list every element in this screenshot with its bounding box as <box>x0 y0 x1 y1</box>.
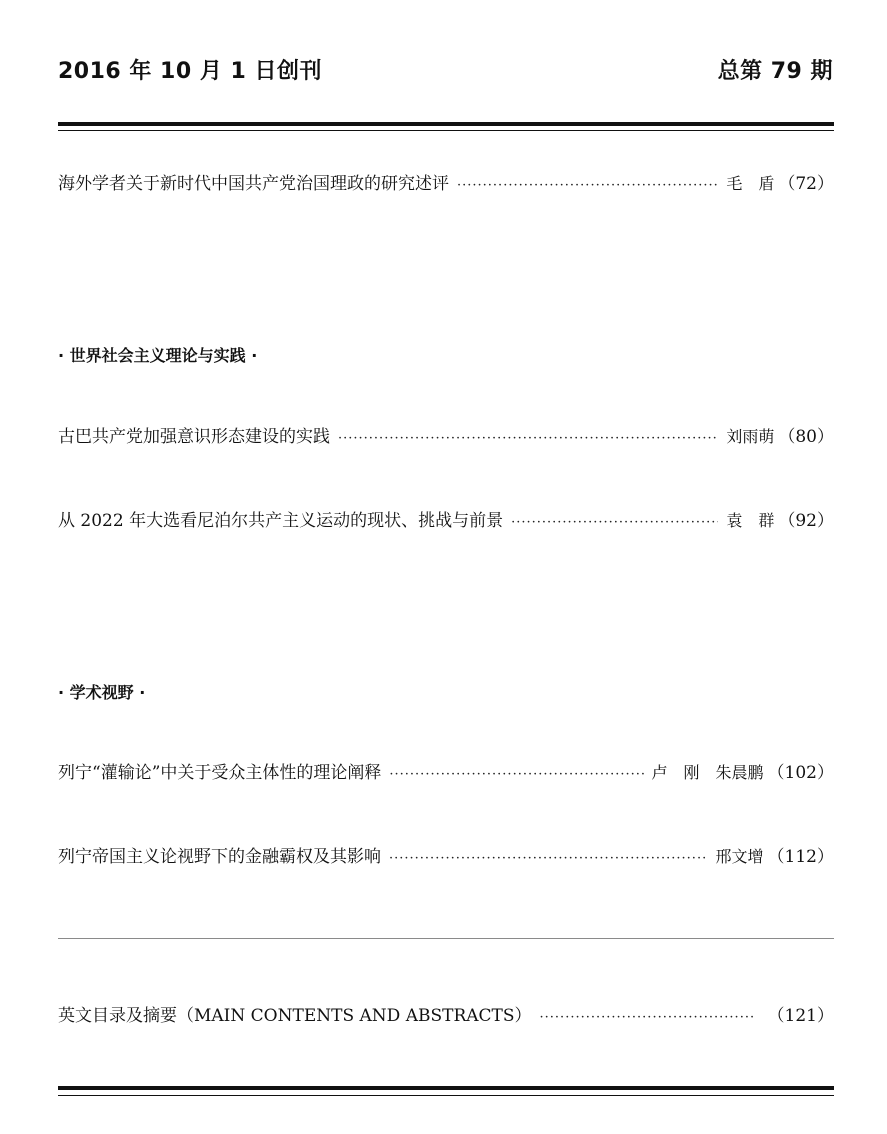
toc-entry[interactable] <box>58 173 834 197</box>
toc-entry-page: （112） <box>767 847 834 867</box>
toc-entry-author: 刘雨萌 <box>726 427 775 446</box>
dot-leader <box>511 512 718 534</box>
dot-leader <box>338 428 718 450</box>
dot-leader <box>457 175 718 197</box>
toc-entry[interactable] <box>58 762 834 786</box>
header-rule-thick <box>58 122 834 126</box>
toc-entry-page: （92） <box>778 511 834 531</box>
toc-entry-title: 从 2022 年大选看尼泊尔共产主义运动的现状、挑战与前景 <box>58 511 504 531</box>
dot-leader <box>389 764 643 786</box>
section-heading: · 世界社会主义理论与实践 · <box>58 346 258 365</box>
toc-entry-title: 古巴共产党加强意识形态建设的实践 <box>58 427 330 447</box>
toc-entry-author: 毛 盾 <box>726 174 775 193</box>
toc-entry-title: 列宁“灌输论”中关于受众主体性的理论阐释 <box>58 763 382 783</box>
toc-entry-author: 卢 刚 朱晨鹏 <box>651 763 764 782</box>
toc-entry-page: （72） <box>778 174 834 194</box>
toc-entry[interactable] <box>58 426 834 450</box>
toc-entry-title: 列宁帝国主义论视野下的金融霸权及其影响 <box>58 847 381 867</box>
toc-entry-page: （80） <box>778 427 834 447</box>
dot-leader <box>540 1007 756 1029</box>
toc-entry-author: 邢文增 <box>715 847 764 866</box>
toc-entry[interactable] <box>58 1005 834 1029</box>
footer-rule-thick <box>58 1086 834 1090</box>
header-rule-thin <box>58 130 834 131</box>
issue-number: 总第 79 期 <box>717 59 833 84</box>
footer-rule-thin <box>58 1095 834 1096</box>
toc-entry-page: （102） <box>767 763 834 783</box>
founding-date: 2016 年 10 月 1 日创刊 <box>58 59 322 84</box>
toc-entry[interactable] <box>58 510 834 534</box>
toc-entry[interactable] <box>58 846 834 870</box>
section-divider <box>58 938 834 939</box>
dot-leader <box>389 848 708 870</box>
toc-entry-title: 英文目录及摘要（MAIN CONTENTS AND ABSTRACTS） <box>58 1006 532 1026</box>
toc-entry-page: （121） <box>767 1006 834 1026</box>
toc-entry-title: 海外学者关于新时代中国共产党治国理政的研究述评 <box>58 174 449 194</box>
toc-entry-author: 袁 群 <box>726 511 775 530</box>
section-heading: · 学术视野 · <box>58 683 146 702</box>
